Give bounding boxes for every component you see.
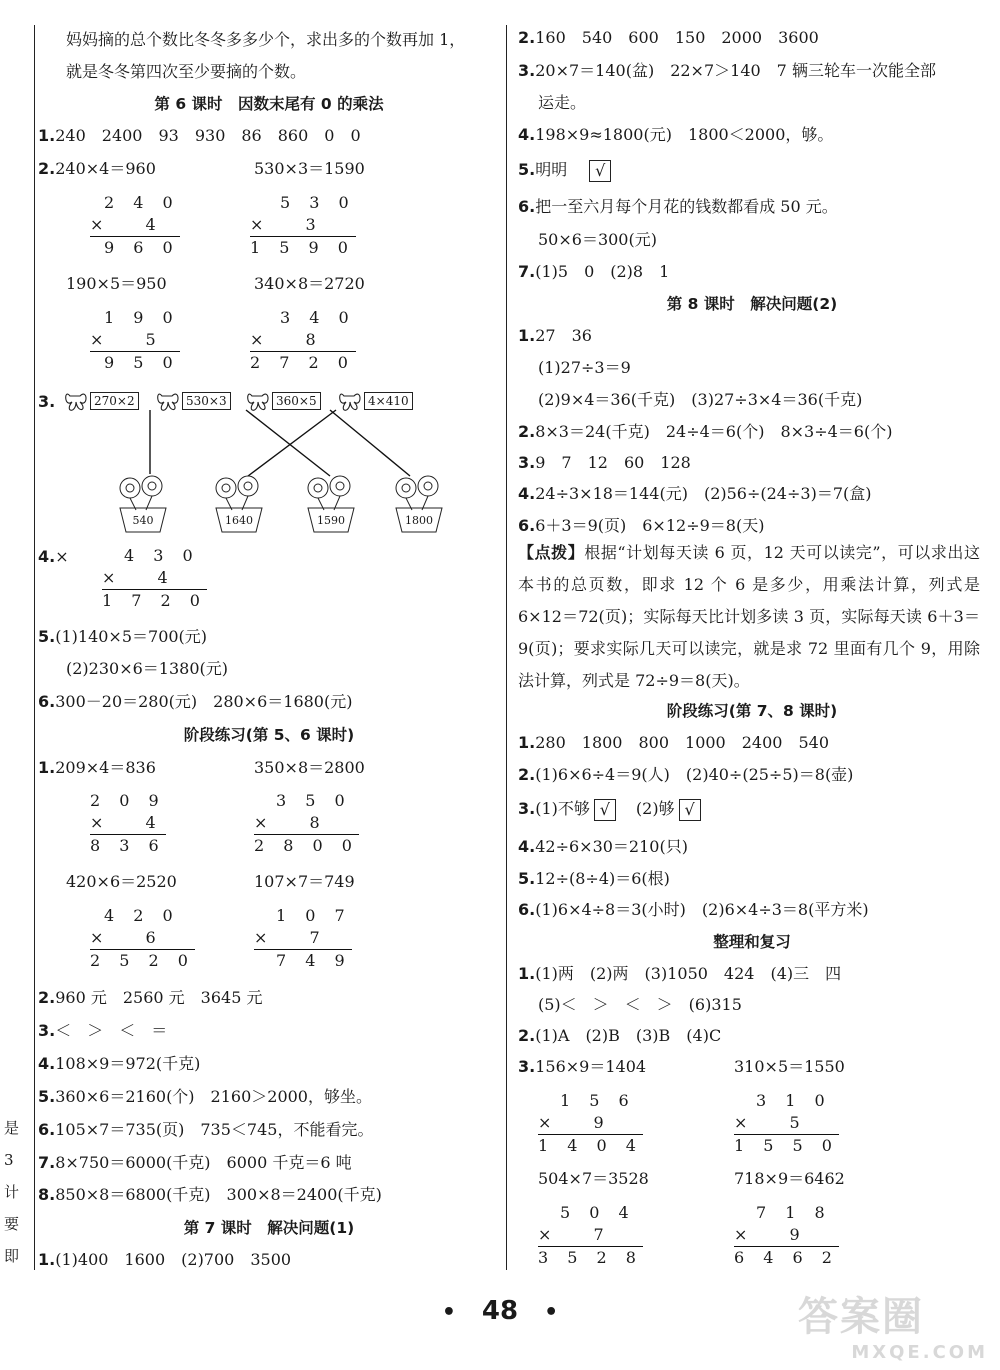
answer-line: (2)9×4＝36(千克) (3)27÷3×4＝36(千克): [538, 390, 863, 409]
expression-box: 360×5: [272, 392, 321, 410]
section-heading-lesson8: 第 8 课时 解决问题(2): [666, 295, 838, 313]
vertical-multiplication: 4 3 0 × 4 1 7 2 0: [102, 546, 207, 610]
section-heading-stage-practice: 阶段练习(第 5、6 课时): [183, 726, 355, 744]
answer-line: 1.(1)400 1600 (2)700 3500: [38, 1250, 292, 1269]
answer-line: 3.＜ ＞ ＜ ＝: [38, 1021, 168, 1040]
match-line: [248, 410, 336, 476]
tip-paragraph: 【点拨】根据“计划每天读 6 页，12 天可以读完”，可以求出这本书的总页数，即求 12 个 6 是多少，用乘法计算，列式是 6×12＝72(页)；实际每天比计划多读 3 页，实际每天读 6＋3＝9(页)；要求实际几天可以读完，就是求 72 里面有几个 9，用除法计算，列式是 72÷9＝8(天)。: [518, 543, 980, 690]
answer-line: 1.240 2400 93 930 86 860 0 0: [38, 126, 361, 145]
answer-line: 2.960 元 2560 元 3645 元: [38, 988, 263, 1007]
answer-line: 2.(1)6×6÷4＝9(人) (2)40÷(25÷5)＝8(壶): [518, 765, 854, 784]
butterfly-icon: [66, 394, 86, 410]
answer-line: 4.24÷3×18＝144(元) (2)56÷(24÷3)＝7(盒): [518, 484, 872, 503]
answer-line: 3.: [38, 392, 56, 411]
section-heading-lesson7: 第 7 课时 解决问题(1): [183, 1219, 355, 1237]
answer-line: 2.8×3＝24(千克) 24÷4＝6(个) 8×3÷4＝6(个): [518, 422, 893, 441]
margin-fragment: 是 3 计 要 即: [4, 1119, 20, 1265]
match-line: [246, 410, 330, 476]
answer-line: 2.240×4＝960: [38, 159, 156, 178]
answer-line: 340×8＝2720: [254, 274, 365, 293]
watermark: 答案圈 MXQE.COM: [798, 1294, 988, 1363]
answer-line: 1.280 1800 800 1000 2400 540: [518, 733, 829, 752]
vertical-multiplication: 3 4 0 × 8 2 7 2 0: [250, 308, 356, 372]
answer-line: (2)230×6＝1380(元): [66, 659, 228, 678]
answer-line: 3.156×9＝1404: [518, 1057, 647, 1076]
answer-line: 3.9 7 12 60 128: [518, 453, 691, 472]
expression-box: 4×410: [364, 392, 413, 410]
answer-line: 3.(1)不够 √ (2)够 √: [518, 797, 701, 821]
section-heading-lesson6: 第 6 课时 因数末尾有 0 的乘法: [154, 95, 384, 113]
answer-line: 5.(1)140×5＝700(元): [38, 627, 208, 646]
answer-line: 530×3＝1590: [254, 159, 365, 178]
answer-line: 运走。: [538, 93, 587, 112]
answer-line: 350×8＝2800: [254, 758, 365, 777]
check-mark-box: √: [679, 799, 701, 821]
answer-line: 4.×: [38, 547, 69, 566]
answer-line: 6.300－20＝280(元) 280×6＝1680(元): [38, 692, 353, 711]
pot-value: 1800: [405, 514, 433, 527]
vertical-multiplication: 5 0 4 × 7 3 5 2 8: [538, 1203, 643, 1267]
answer-line: 4.42÷6×30＝210(只): [518, 837, 688, 856]
column-divider: [506, 25, 507, 1270]
section-heading-review: 整理和复习: [713, 933, 791, 951]
vertical-multiplication: 5 3 0 × 3 1 5 9 0: [250, 193, 356, 257]
intro-line-2: 就是冬冬第四次至少要摘的个数。: [66, 62, 307, 81]
left-margin-rule: [34, 25, 35, 1270]
section-heading-stage-practice-2: 阶段练习(第 7、8 课时): [666, 702, 838, 720]
answer-line: 6.6＋3＝9(页) 6×12÷9＝8(天): [518, 516, 765, 535]
answer-line: 107×7＝749: [254, 872, 355, 891]
butterfly-icon: [340, 394, 360, 410]
match-line: [330, 410, 410, 476]
answer-line: 4.198×9≈1800(元) 1800＜2000，够。: [518, 125, 834, 144]
answer-line: 7.(1)5 0 (2)8 1: [518, 262, 670, 281]
answer-line: 718×9＝6462: [734, 1169, 845, 1188]
answer-line: 1.209×4＝836: [38, 758, 156, 777]
vertical-multiplication: 3 1 0 × 5 1 5 5 0: [734, 1091, 839, 1155]
pot-value: 540: [132, 514, 154, 527]
answer-line: 190×5＝950: [66, 274, 167, 293]
answer-line: 5.12÷(8÷4)＝6(根): [518, 869, 670, 888]
answer-line: 1.(1)两 (2)两 (3)1050 424 (4)三 四: [518, 964, 842, 983]
answer-line: 6.(1)6×4÷8＝3(小时) (2)6×4÷3＝8(平方米): [518, 900, 869, 919]
vertical-multiplication: 1 5 6 × 9 1 4 0 4: [538, 1091, 643, 1155]
answer-line: 4.108×9＝972(千克): [38, 1054, 201, 1073]
butterfly-icon: [158, 394, 178, 410]
answer-line: 7.8×750＝6000(千克) 6000 千克＝6 吨: [38, 1153, 352, 1172]
intro-line-1: 妈妈摘的总个数比冬冬多多少个，求出多的个数再加 1，: [66, 30, 466, 49]
answer-line: 420×6＝2520: [66, 872, 177, 891]
expression-box: 530×3: [182, 392, 231, 410]
answer-line: 1.27 36: [518, 326, 592, 345]
vertical-multiplication: 2 0 9 × 4 8 3 6: [90, 791, 166, 855]
vertical-multiplication: 7 1 8 × 9 6 4 6 2: [734, 1203, 839, 1267]
answer-line: 2.160 540 600 150 2000 3600: [518, 28, 819, 47]
vertical-multiplication: 3 5 0 × 8 2 8 0 0: [254, 791, 359, 855]
pot-value: 1640: [225, 514, 253, 527]
vertical-multiplication: 1 9 0 × 5 9 5 0: [90, 308, 180, 372]
answer-line: 3.20×7＝140(盆) 22×7＞140 7 辆三轮车一次能全部: [518, 61, 936, 80]
expression-box: 270×2: [90, 392, 139, 410]
page-number: • 48 •: [441, 1296, 559, 1326]
butterfly-icon: [248, 394, 268, 410]
vertical-multiplication: 2 4 0 × 4 9 6 0: [90, 193, 180, 257]
answer-line: 5.明明 √: [518, 158, 611, 182]
vertical-multiplication: 4 2 0 × 6 2 5 2 0: [90, 906, 195, 970]
answer-line: 50×6＝300(元): [538, 230, 657, 249]
vertical-multiplication: 1 0 7 × 7 7 4 9: [254, 906, 352, 970]
answer-line: 504×7＝3528: [538, 1169, 649, 1188]
check-mark-box: √: [589, 160, 611, 182]
pot-value: 1590: [317, 514, 345, 527]
answer-line: (1)27÷3＝9: [538, 358, 631, 377]
answer-line: 2.(1)A (2)B (3)B (4)C: [518, 1026, 722, 1045]
answer-line: 8.850×8＝6800(千克) 300×8＝2400(千克): [38, 1185, 382, 1204]
answer-line: 5.360×6＝2160(个) 2160＞2000，够坐。: [38, 1087, 372, 1106]
answer-line: (5)＜ ＞ ＜ ＞ (6)315: [538, 995, 742, 1014]
check-mark-box: √: [594, 799, 616, 821]
answer-line: 310×5＝1550: [734, 1057, 845, 1076]
answer-line: 6.把一至六月每个月花的钱数都看成 50 元。: [518, 197, 838, 216]
answer-line: 6.105×7＝735(页) 735＜745，不能看完。: [38, 1120, 374, 1139]
